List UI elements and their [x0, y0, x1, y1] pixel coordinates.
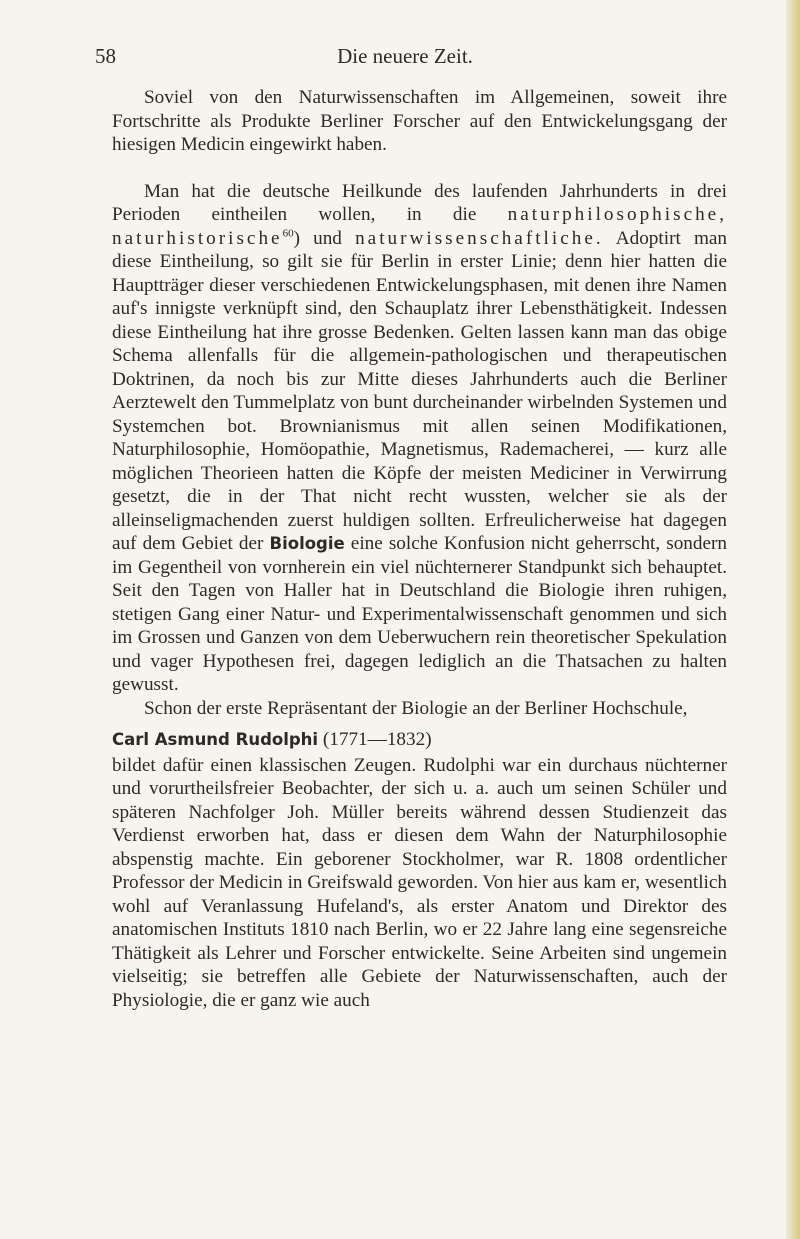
footnote-marker: 60 — [282, 227, 294, 240]
page-header — [95, 44, 715, 70]
paragraph-2-text-d: eine solche Konfusion nicht geherrscht, sondern im Gegentheil von vornherein ein viel nüchternerer Standpunkt sich behauptet. Seit den Tagen von Haller hat in Deutschland die Biologie ihren ruhigen, stetigen Gang einer Natur- und Experimentalwissenschaft genommen und sich im Grossen und Ganzen von dem Ueberwuchern rein theoretischer Spekulation und vager Hypothesen frei, dagegen lediglich an die Thatsachen zu halten gewusst. — [112, 533, 727, 695]
person-name: Carl Asmund Rudolphi — [112, 730, 319, 749]
paragraph-1: Soviel von den Naturwissenschaften im Allgemeinen, soweit ihre Fortschritte als Produkte Berliner Forscher auf den Entwickelungsgang der hiesigen Medicin eingewirkt haben. — [112, 87, 727, 155]
term-naturhistorische: naturhistorische — [112, 227, 283, 249]
paragraph-2 — [112, 180, 727, 697]
page-number: 58 — [95, 44, 116, 68]
name-heading — [112, 728, 727, 752]
body-text — [112, 86, 727, 1012]
page-edge — [786, 0, 800, 1239]
term-naturwissenschaftliche: naturwissenschaftliche. — [355, 227, 604, 249]
term-biologie: Biologie — [269, 534, 345, 553]
paragraph-2-text-b: ) und — [293, 227, 342, 249]
running-title: Die neuere Zeit. — [337, 44, 473, 68]
paragraph-2-text-c: Adoptirt man diese Eintheilung, so gilt sie für Berlin in erster Linie; denn hier hatten die Hauptträger dieser verschiedenen Entwickelungsphasen, mit denen ihre Namen auf's innigste verknüpft sind, den Schauplatz ihrer Lebensthätigkeit. Indessen diese Eintheilung hat ihre grosse Bedenken. Gelten lassen kann man das obige Schema allenfalls für die allgemein-pathologischen und therapeutischen Doktrinen, da noch bis zur Mitte dieses Jahrhunderts auch die Berliner Aerztewelt den Tummelplatz von bunt durcheinander wirbelnden Systemen und Systemchen bot. Brownianismus mit allen seinen Modifikationen, Naturphilosophie, Homöopathie, Magnetismus, Rademacherei, — kurz alle möglichen Theorieen hatten die Köpfe der meisten Mediciner in Verwirrung gesetzt, die in der That nicht recht wussten, welcher sie als der alleinseligmachenden zuerst huldigen sollten. Erfreulicherweise hat dagegen auf dem Gebiet der — [112, 227, 727, 554]
paragraph-4: bildet dafür einen klassischen Zeugen. Rudolphi war ein durchaus nüchterner und vorurtheilsfreier Beobachter, der sich u. a. auch um seinen Schüler und späteren Nachfolger Joh. Müller bereits während dessen Studienzeit das Verdienst erworben hat, dass er diesen dem Wahn der Naturphilosophie abspenstig machte. Ein geborener Stockholmer, war R. 1808 ordentlicher Professor der Medicin in Greifswald geworden. Von hier aus kam er, wesentlich wohl auf Veranlassung Hufeland's, als erster Anatom und Direktor des anatomischen Instituts 1810 nach Berlin, wo er 22 Jahre lang eine segensreiche Thätigkeit als Lehrer und Forscher entwickelte. Seine Arbeiten sind ungemein vielseitig; sie betreffen alle Gebiete der Naturwissenschaften, auch der Physiologie, die er ganz wie auch — [112, 754, 727, 1011]
term-naturphilosophische: naturphilosophische, — [507, 204, 727, 225]
life-dates: (1771—1832) — [322, 729, 432, 750]
paragraph-2-text-a: Man hat die deutsche Heilkunde des laufenden Jahrhunderts in drei Perioden eintheilen wollen, in die — [112, 180, 727, 225]
paragraph-3: Schon der erste Repräsentant der Biologie an der Berliner Hochschule, — [144, 697, 688, 719]
